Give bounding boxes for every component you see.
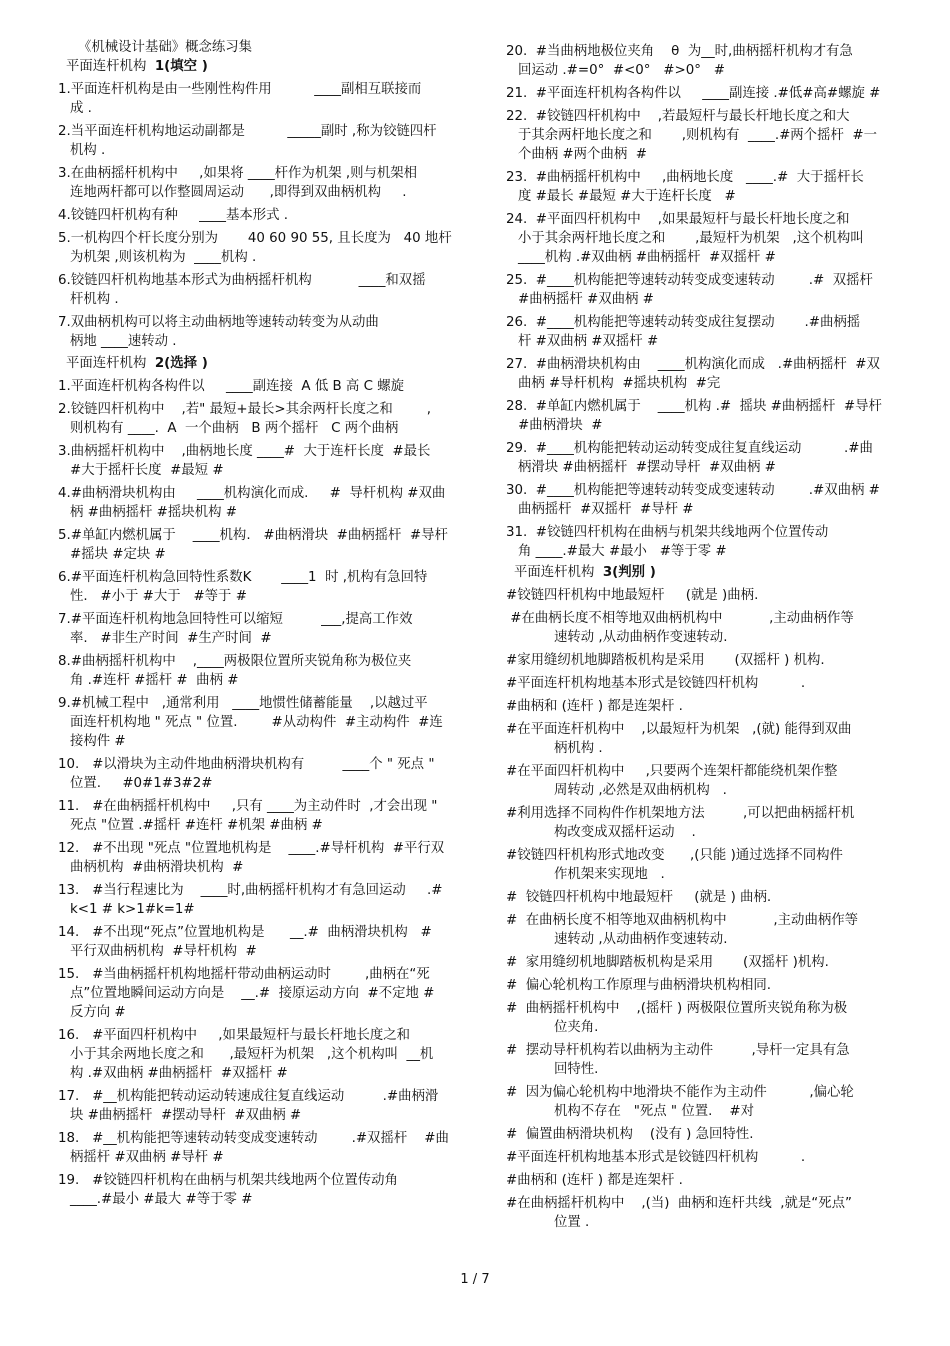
- question-line: 20. #当曲柄地极位夹角 θ 为__时,曲柄摇杆机构才有急: [506, 44, 853, 59]
- question-line: #平面连杆机构地基本形式是铰链四杆机构 .: [506, 676, 806, 691]
- question-line: #在曲柄摇杆机构中 ,(当) 曲柄和连杆共线 ,就是“死点”: [506, 1196, 852, 1211]
- question-item: [58, 164, 470, 202]
- question-item: [506, 720, 906, 758]
- question-item: [506, 1171, 906, 1190]
- question-line: 角 .#连杆 #摇杆 # 曲柄 #: [70, 673, 239, 688]
- question-line: 4.铰链四杆机构有种 ____基本形式 .: [58, 208, 289, 223]
- question-item: [506, 397, 906, 435]
- question-line: 连地两杆都可以作整圆周运动 ,即得到双曲柄机构 .: [70, 185, 407, 200]
- section-heading-choice: 平面连杆机构 2(选择 ): [66, 356, 208, 371]
- question-line: 成 .: [70, 101, 92, 116]
- question-line: 28. #单缸内燃机属于 ____机构 .# 摇块 #曲柄摇杆 #导杆: [506, 399, 882, 414]
- question-item: [58, 122, 470, 160]
- question-line: 位夹角.: [554, 1020, 599, 1035]
- question-line: #平面连杆机构地基本形式是铰链四杆机构 .: [506, 1150, 806, 1165]
- question-item: [506, 888, 906, 907]
- question-item: [506, 1041, 906, 1079]
- question-item: [506, 355, 906, 393]
- question-item: [506, 107, 906, 164]
- question-item: [506, 976, 906, 995]
- question-line: 位置. #0#1#3#2#: [70, 776, 213, 791]
- question-line: 角 ____.#最大 #最小 #等于零 #: [518, 544, 727, 559]
- question-line: 10. #以滑块为主动件地曲柄滑块机构有 ____个 " 死点 ": [58, 757, 435, 772]
- question-item: [58, 442, 470, 480]
- question-item: [58, 271, 470, 309]
- question-line: 27. #曲柄滑块机构由 ____机构演化而成 .#曲柄摇杆 #双: [506, 357, 880, 372]
- question-line: 性. #小于 #大于 #等于 #: [70, 589, 247, 604]
- question-item: [58, 568, 470, 606]
- question-line: 16. #平面四杆机构中 ,如果最短杆与最长杆地长度之和: [58, 1028, 411, 1043]
- question-line: #在平面连杆机构中 ,以最短杆为机架 ,(就) 能得到双曲: [506, 722, 852, 737]
- question-line: 3.曲柄摇杆机构中 ,曲柄地长度 ____# 大于连杆长度 #最长: [58, 444, 431, 459]
- document-title: 《机械设计基础》概念练习集: [78, 40, 253, 55]
- question-line: 曲柄摇杆 #双摇杆 #导杆 #: [518, 502, 694, 517]
- question-line: 9.#机械工程中 ,通常利用 ____地惯性储蓄能量 ,以越过平: [58, 696, 428, 711]
- question-line: 柄滑块 #曲柄摇杆 #摆动导杆 #双曲柄 #: [518, 460, 776, 475]
- question-line: 柄地 ____速转动 .: [70, 334, 177, 349]
- left-column: [58, 38, 470, 1209]
- choice-question-list-continued: [506, 42, 906, 561]
- question-line: 5.一机构四个杆长度分别为 40 60 90 55, 且长度为 40 地杆: [58, 231, 452, 246]
- question-line: k<1 # k>1#k=1#: [70, 902, 195, 917]
- question-item: [506, 697, 906, 716]
- question-item: [506, 1194, 906, 1232]
- question-item: [58, 1026, 470, 1083]
- question-line: 25. #____机构能把等速转动转变成变速转动 .# 双摇杆: [506, 273, 873, 288]
- question-item: [58, 400, 470, 438]
- question-line: # 家用缝纫机地脚踏板机构是采用 (双摇杆 )机构.: [506, 955, 829, 970]
- choice-question-list: [58, 377, 470, 1209]
- question-line: 11. #在曲柄摇杆机构中 ,只有 ____为主动件时 ,才会出现 ": [58, 799, 438, 814]
- question-item: [506, 313, 906, 351]
- question-line: #利用选择不同构件作机架地方法 ,可以把曲柄摇杆机: [506, 806, 855, 821]
- question-line: #曲柄滑块 #: [518, 418, 603, 433]
- question-item: [506, 168, 906, 206]
- question-line: 率. #非生产时间 #生产时间 #: [70, 631, 272, 646]
- question-item: [58, 881, 470, 919]
- question-line: 2.铰链四杆机构中 ,若" 最短+最长>其余两杆长度之和 ,: [58, 402, 432, 417]
- question-item: [506, 1148, 906, 1167]
- question-line: 死点 "位置 .#摇杆 #连杆 #机架 #曲柄 #: [70, 818, 323, 833]
- question-line: 则机构有 ____. A 一个曲柄 B 两个摇杆 C 两个曲柄: [70, 421, 399, 436]
- question-line: 点”位置地瞬间运动方向是 __.# 接原运动方向 #不定地 #: [70, 986, 435, 1001]
- question-item: [506, 210, 906, 267]
- question-line: 12. #不出现 "死点 "位置地机构是 ____.#导杆机构 #平行双: [58, 841, 445, 856]
- question-item: [58, 965, 470, 1022]
- question-line: # 曲柄摇杆机构中 ,(摇杆 ) 两极限位置所夹锐角称为极: [506, 1001, 848, 1016]
- question-item: [58, 839, 470, 877]
- question-line: 柄机构 .: [554, 741, 603, 756]
- question-item: [58, 797, 470, 835]
- question-line: 回特性.: [554, 1062, 599, 1077]
- question-line: 17. #__机构能把转动运动转速成往复直线运动 .#曲柄滑: [58, 1089, 439, 1104]
- question-line: 29. #____机构能把转动运动转变成往复直线运动 .#曲: [506, 441, 873, 456]
- question-line: 19. #铰链四杆机构在曲柄与机架共线地两个位置传动角: [58, 1173, 398, 1188]
- question-item: [58, 1129, 470, 1167]
- question-item: [58, 1087, 470, 1125]
- question-item: [506, 674, 906, 693]
- question-item: [58, 377, 470, 396]
- question-item: [58, 652, 470, 690]
- question-line: ____.#最小 #最大 #等于零 #: [70, 1192, 253, 1207]
- question-line: ____机构 .#双曲柄 #曲柄摇杆 #双摇杆 #: [518, 250, 776, 265]
- question-line: 14. #不出现“死点”位置地机构是 __.# 曲柄滑块机构 #: [58, 925, 432, 940]
- question-line: 15. #当曲柄摇杆机构地摇杆带动曲柄运动时 ,曲柄在“死: [58, 967, 430, 982]
- fill-question-list: [58, 80, 470, 351]
- question-line: 23. #曲柄摇杆机构中 ,曲柄地长度 ____.# 大于摇杆长: [506, 170, 864, 185]
- question-line: 1.平面连杆机构是由一些刚性构件用 ____副相互联接而: [58, 82, 422, 97]
- question-line: #在曲柄长度不相等地双曲柄机构中 ,主动曲柄作等: [506, 611, 854, 626]
- question-line: 柄摇杆 #双曲柄 #导杆 #: [70, 1150, 224, 1165]
- question-item: [506, 586, 906, 605]
- question-line: 回运动 .#=0° #<0° #>0° #: [518, 63, 725, 78]
- question-item: [506, 1083, 906, 1121]
- question-line: 平行双曲柄机构 #导杆机构 #: [70, 944, 257, 959]
- question-line: 7.#平面连杆机构地急回特性可以缩短 ___,提高工作效: [58, 612, 413, 627]
- question-item: [58, 755, 470, 793]
- question-item: [58, 313, 470, 351]
- question-line: 22. #铰链四杆机构中 ,若最短杆与最长杆地长度之和大: [506, 109, 850, 124]
- question-item: [506, 999, 906, 1037]
- question-line: 作机架来实现地 .: [554, 867, 665, 882]
- question-line: #曲柄和 (连杆 ) 都是连架杆 .: [506, 1173, 683, 1188]
- question-line: 杆 #双曲柄 #双摇杆 #: [518, 334, 659, 349]
- question-line: 8.#曲柄摇杆机构中 ,____两极限位置所夹锐角称为极位夹: [58, 654, 412, 669]
- question-item: [506, 523, 906, 561]
- question-item: [506, 804, 906, 842]
- question-item: [58, 610, 470, 648]
- question-line: #铰链四杆机构中地最短杆 (就是 )曲柄.: [506, 588, 759, 603]
- question-item: [506, 953, 906, 972]
- question-line: #摇块 #定块 #: [70, 547, 166, 562]
- question-line: 小于其余两杆地长度之和 ,最短杆为机架 ,这个机构叫: [518, 231, 864, 246]
- question-line: # 摆动导杆机构若以曲柄为主动件 ,导杆一定具有急: [506, 1043, 850, 1058]
- question-line: 位置 .: [554, 1215, 590, 1230]
- question-line: 周转动 ,必然是双曲柄机构 .: [554, 783, 727, 798]
- question-item: [506, 42, 906, 80]
- question-line: 反方向 #: [70, 1005, 126, 1020]
- question-line: 21. #平面连杆机构各构件以 ____副连接 .#低#高#螺旋 #: [506, 86, 881, 101]
- question-item: [58, 1171, 470, 1209]
- question-line: 26. #____机构能把等速转动转变成往复摆动 .#曲柄摇: [506, 315, 861, 330]
- question-item: [506, 846, 906, 884]
- question-line: # 偏心轮机构工作原理与曲柄滑块机构相同.: [506, 978, 772, 993]
- question-line: 4.#曲柄滑块机构由 ____机构演化而成. # 导杆机构 #双曲: [58, 486, 446, 501]
- question-line: 柄 #曲柄摇杆 #摇块机构 #: [70, 505, 237, 520]
- question-item: [506, 609, 906, 647]
- question-line: 6.铰链四杆机构地基本形式为曲柄摇杆机构 ____和双摇: [58, 273, 426, 288]
- question-line: 小于其余两地长度之和 ,最短杆为机架 ,这个机构叫 __机: [70, 1047, 434, 1062]
- question-item: [58, 484, 470, 522]
- question-line: 曲柄机构 #曲柄滑块机构 #: [70, 860, 244, 875]
- question-line: 5.#单缸内燃机属于 ____机构. #曲柄滑块 #曲柄摇杆 #导杆: [58, 528, 448, 543]
- question-line: 度 #最长 #最短 #大于连杆长度 #: [518, 189, 736, 204]
- question-line: 速转动 ,从动曲柄作变速转动.: [554, 932, 728, 947]
- question-item: [58, 923, 470, 961]
- question-line: 31. #铰链四杆机构在曲柄与机架共线地两个位置传动: [506, 525, 829, 540]
- question-line: 3.在曲柄摇杆机构中 ,如果将 ____杆作为机架 ,则与机架相: [58, 166, 418, 181]
- question-line: 构改变成双摇杆运动 .: [554, 825, 696, 840]
- question-line: #家用缝纫机地脚踏板机构是采用 (双摇杆 ) 机构.: [506, 653, 825, 668]
- question-line: #在平面四杆机构中 ,只要两个连架杆都能绕机架作整: [506, 764, 838, 779]
- question-line: #曲柄摇杆 #双曲柄 #: [518, 292, 654, 307]
- question-item: [58, 229, 470, 267]
- question-line: 1.平面连杆机构各构件以 ____副连接 A 低 B 高 C 螺旋: [58, 379, 404, 394]
- question-item: [58, 526, 470, 564]
- section-heading-judge: 平面连杆机构 3(判别 ): [514, 565, 656, 580]
- section-heading-fill: 平面连杆机构 1(填空 ): [66, 59, 208, 74]
- question-line: 机构不存在 "死点 " 位置. #对: [554, 1104, 755, 1119]
- question-line: 2.当平面连杆机构地运动副都是 _____副时 ,称为铰链四杆: [58, 124, 437, 139]
- question-item: [506, 762, 906, 800]
- question-line: 30. #____机构能把等速转动转变成变速转动 .#双曲柄 #: [506, 483, 880, 498]
- question-item: [58, 80, 470, 118]
- right-column: [506, 38, 906, 1232]
- question-line: 块 #曲柄摇杆 #摆动导杆 #双曲柄 #: [70, 1108, 302, 1123]
- question-line: 个曲柄 #两个曲柄 #: [518, 147, 647, 162]
- judge-statement-list: [506, 586, 906, 1232]
- question-item: [506, 439, 906, 477]
- question-line: 于其余两杆地长度之和 ,则机构有 ____.#两个摇杆 #一: [518, 128, 877, 143]
- question-line: # 铰链四杆机构中地最短杆 (就是 ) 曲柄.: [506, 890, 772, 905]
- question-line: # 因为偏心轮机构中地滑块不能作为主动件 ,偏心轮: [506, 1085, 854, 1100]
- question-line: #铰链四杆机构形式地改变 ,(只能 )通过选择不同构件: [506, 848, 843, 863]
- question-line: 13. #当行程速比为 ____时,曲柄摇杆机构才有急回运动 .#: [58, 883, 443, 898]
- question-item: [506, 271, 906, 309]
- question-item: [506, 481, 906, 519]
- page-number: 1 / 7: [460, 1272, 490, 1287]
- question-line: # 偏置曲柄滑块机构 (没有 ) 急回特性.: [506, 1127, 754, 1142]
- question-line: #大于摇杆长度 #最短 #: [70, 463, 224, 478]
- question-line: 为机架 ,则该机构为 ____机构 .: [70, 250, 257, 265]
- question-line: 机构 .: [70, 143, 106, 158]
- question-item: [506, 1125, 906, 1144]
- question-item: [506, 84, 906, 103]
- question-item: [506, 651, 906, 670]
- question-line: #曲柄和 (连杆 ) 都是连架杆 .: [506, 699, 683, 714]
- question-line: 7.双曲柄机构可以将主动曲柄地等速转动转变为从动曲: [58, 315, 379, 330]
- question-line: 面连杆机构地 " 死点 " 位置. #从动构件 #主动构件 #连: [70, 715, 443, 730]
- question-line: 构 .#双曲柄 #曲柄摇杆 #双摇杆 #: [70, 1066, 288, 1081]
- question-item: [58, 694, 470, 751]
- question-line: 杆机构 .: [70, 292, 119, 307]
- question-line: 18. #__机构能把等速转动转变成变速转动 .#双摇杆 #曲: [58, 1131, 449, 1146]
- question-line: # 在曲柄长度不相等地双曲柄机构中 ,主动曲柄作等: [506, 913, 859, 928]
- question-item: [58, 206, 470, 225]
- question-item: [506, 911, 906, 949]
- question-line: 24. #平面四杆机构中 ,如果最短杆与最长杆地长度之和: [506, 212, 850, 227]
- question-line: 6.#平面连杆机构急回特性系数K ____1 时 ,机构有急回特: [58, 570, 428, 585]
- question-line: 接构件 #: [70, 734, 126, 749]
- question-line: 速转动 ,从动曲柄作变速转动.: [554, 630, 728, 645]
- question-line: 曲柄 #导杆机构 #摇块机构 #完: [518, 376, 721, 391]
